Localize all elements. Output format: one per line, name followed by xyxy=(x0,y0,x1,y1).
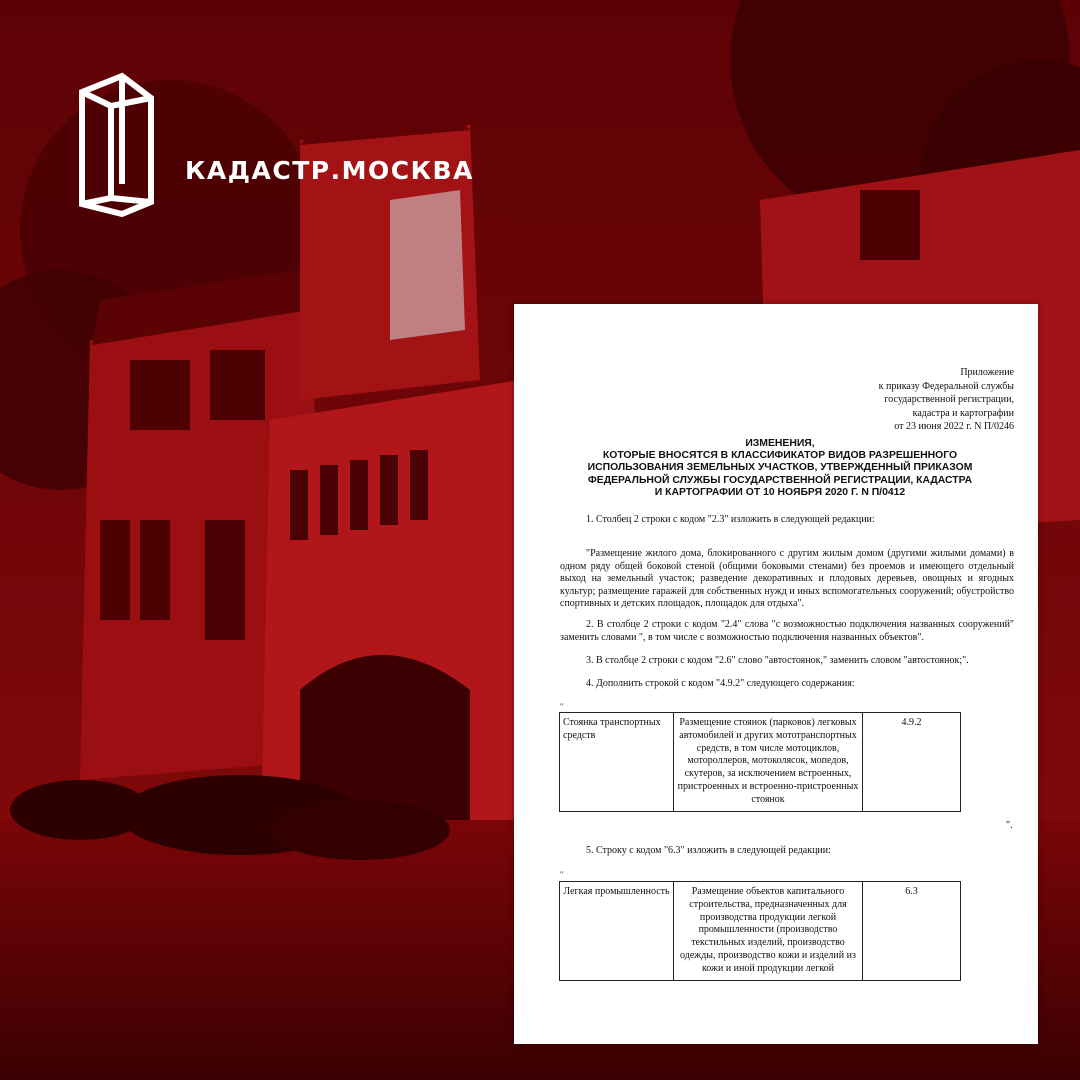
open-quote: " xyxy=(560,702,564,711)
table-cell-name: Стоянка транспортных средств xyxy=(560,713,674,812)
table-cell-code: 4.9.2 xyxy=(863,713,961,812)
item-2: 2. В столбце 2 строки с кодом "2.4" слова "с возможностью подключения названных сооружений" заменить словами ", в том числе с возможностью подключения названных объектов". xyxy=(560,619,1014,643)
approval-block xyxy=(754,366,1014,434)
table-row-6-3 xyxy=(559,881,961,981)
table-cell-description: Размещение объектов капитального строительства, предназначенных для производства продукции легкой промышленности (производство текстильных изделий, производство одежды, производство кожи и изделий из кожи и иной продукции легкой xyxy=(674,882,863,981)
title-line: ИСПОЛЬЗОВАНИЯ ЗЕМЕЛЬНЫХ УЧАСТКОВ, УТВЕРЖДЕННЫЙ ПРИКАЗОМ xyxy=(587,462,973,474)
quote-1: "Размещение жилого дома, блокированного с другим жилым домом (другими жилыми домами) в одном ряду общей боковой стеной (общими боковыми стенами) без проемов и имеющего отдельный выход на земельный участок; разведение декоративных и плодовых деревьев, овощных и ягодных культур; размещение гаражей для собственных нужд и иных вспомогательных сооружений; обустройство спортивных и детских площадок, площадок для отдыха". xyxy=(560,548,1014,609)
title-line: ИЗМЕНЕНИЯ, xyxy=(745,438,815,449)
table-row xyxy=(560,713,961,812)
table-cell-description: Размещение стоянок (парковок) легковых автомобилей и других мототранспортных средств, в том числе мотоциклов, мотороллеров, мотоколясок, мопедов, скутеров, за исключением встроенных, пристроенных и встроенно-пристроенных стоянок xyxy=(674,713,863,812)
open-quote-2: " xyxy=(560,870,564,879)
item-5: 5. Строку с кодом "6.3" изложить в следующей редакции: xyxy=(586,845,831,856)
title-line: ФЕДЕРАЛЬНОЙ СЛУЖБЫ ГОСУДАРСТВЕННОЙ РЕГИСТРАЦИИ, КАДАСТРА xyxy=(587,474,973,486)
approval-line: Приложение xyxy=(960,367,1014,378)
approval-line: государственной регистрации, xyxy=(884,394,1014,405)
brand-name: КАДАСТР.МОСКВА xyxy=(185,156,474,185)
approval-line: от 23 июня 2022 г. N П/0246 xyxy=(894,421,1014,432)
title-line: И КАРТОГРАФИИ ОТ 10 НОЯБРЯ 2020 Г. N П/0412 xyxy=(654,486,906,498)
approval-line: к приказу Федеральной службы xyxy=(878,380,1014,392)
document-page xyxy=(514,304,1038,1044)
table-cell-name: Легкая промышленность xyxy=(560,882,674,981)
title-line: КОТОРЫЕ ВНОСЯТСЯ В КЛАССИФИКАТОР ВИДОВ РАЗРЕШЕННОГО xyxy=(602,450,958,462)
close-quote: ". xyxy=(1006,820,1013,831)
item-3: 3. В столбце 2 строки с кодом "2.6" слово "автостоянок," заменить словом "автостоянок;". xyxy=(586,655,969,666)
document-title xyxy=(554,438,1006,499)
table-row xyxy=(560,882,961,981)
building-prism-logo-icon xyxy=(78,72,156,218)
table-row-4-9-2 xyxy=(559,712,961,812)
approval-line: кадастра и картографии xyxy=(912,407,1014,419)
item-4: 4. Дополнить строкой с кодом "4.9.2" следующего содержания: xyxy=(586,678,855,689)
table-cell-code: 6.3 xyxy=(863,882,961,981)
item-1: 1. Столбец 2 строки с кодом "2.3" изложить в следующей редакции: xyxy=(586,514,875,525)
